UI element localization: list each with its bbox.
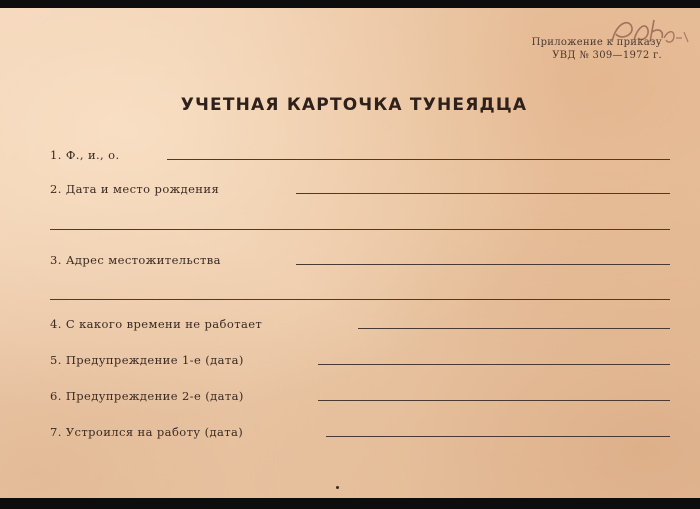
field-label-second-warning: 6. Предупреждение 2-е (дата) [50, 389, 244, 403]
field-line-second-warning [318, 400, 670, 401]
blank-line-address-continuation [50, 299, 670, 300]
appendix-line-2: УВД № 309—1972 г. [552, 50, 662, 61]
field-line-unemployed-since [358, 328, 670, 329]
field-residence-address [50, 249, 670, 269]
appendix-note [532, 36, 662, 62]
field-label-unemployed-since: 4. С какого времени не работает [50, 317, 263, 331]
field-label-residence-address: 3. Адрес местожительства [50, 253, 221, 267]
field-label-first-warning: 5. Предупреждение 1-е (дата) [50, 353, 244, 367]
field-second-warning [50, 385, 670, 405]
field-label-birth-date-place: 2. Дата и место рождения [50, 182, 220, 196]
field-birth-date-place [50, 178, 670, 198]
field-full-name [50, 144, 670, 164]
appendix-line-1: Приложение к приказу [531, 37, 662, 48]
blank-line-birth-continuation [50, 229, 670, 230]
field-line-birth-date-place [296, 193, 670, 194]
field-line-first-warning [318, 364, 670, 365]
paper-speck [336, 486, 339, 489]
registration-card [0, 8, 700, 498]
field-unemployed-since [50, 313, 670, 333]
card-title: УЧЕТНАЯ КАРТОЧКА ТУНЕЯДЦА [180, 95, 528, 115]
field-label-full-name: 1. Ф., и., о. [50, 148, 120, 162]
field-first-warning [50, 349, 670, 369]
field-employed-date [50, 421, 670, 441]
field-label-employed-date: 7. Устроился на работу (дата) [50, 425, 244, 439]
field-line-full-name [167, 159, 670, 160]
field-line-residence-address [296, 264, 670, 265]
field-line-employed-date [326, 436, 670, 437]
